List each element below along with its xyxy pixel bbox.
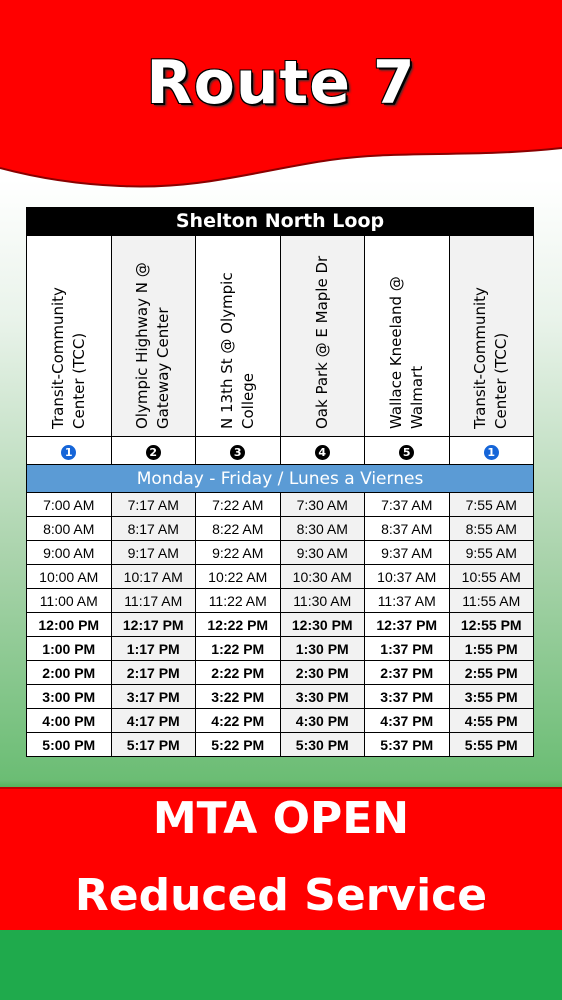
stop-number-badge: 3: [230, 445, 245, 460]
time-cell: 9:17 AM: [111, 541, 196, 565]
schedule-row: [27, 661, 534, 685]
time-cell: 11:00 AM: [27, 589, 112, 613]
stop-number-badge: 1: [61, 445, 76, 460]
stop-header: [111, 236, 196, 437]
stop-header: [27, 236, 112, 437]
stop-name: Transit-Community Center (TCC): [471, 287, 511, 429]
time-cell: 2:30 PM: [280, 661, 365, 685]
time-cell: 9:37 AM: [365, 541, 450, 565]
time-cell: 5:30 PM: [280, 733, 365, 757]
stop-number-cell: [449, 437, 534, 465]
time-cell: 5:22 PM: [196, 733, 281, 757]
time-cell: 12:00 PM: [27, 613, 112, 637]
stop-number-cell: [111, 437, 196, 465]
time-cell: 7:17 AM: [111, 493, 196, 517]
stop-number-badge: 4: [315, 445, 330, 460]
time-cell: 4:22 PM: [196, 709, 281, 733]
time-cell: 4:30 PM: [280, 709, 365, 733]
time-cell: 9:30 AM: [280, 541, 365, 565]
schedule-row: [27, 517, 534, 541]
status-line-open: MTA OPEN: [152, 793, 410, 844]
stop-name: Oak Park @ E Maple Dr: [312, 255, 331, 429]
time-cell: 12:30 PM: [280, 613, 365, 637]
time-cell: 7:22 AM: [196, 493, 281, 517]
time-cell: 10:37 AM: [365, 565, 450, 589]
time-cell: 4:00 PM: [27, 709, 112, 733]
time-cell: 2:17 PM: [111, 661, 196, 685]
schedule-row: [27, 685, 534, 709]
time-cell: 9:55 AM: [449, 541, 534, 565]
time-cell: 5:17 PM: [111, 733, 196, 757]
time-cell: 12:22 PM: [196, 613, 281, 637]
time-cell: 7:00 AM: [27, 493, 112, 517]
time-cell: 2:00 PM: [27, 661, 112, 685]
time-cell: 11:17 AM: [111, 589, 196, 613]
route-name: Shelton North Loop: [27, 208, 534, 236]
time-cell: 3:30 PM: [280, 685, 365, 709]
stop-number-cell: [365, 437, 450, 465]
schedule-row: [27, 493, 534, 517]
time-cell: 8:55 AM: [449, 517, 534, 541]
time-cell: 7:55 AM: [449, 493, 534, 517]
status-line-reduced: Reduced Service: [74, 870, 488, 921]
schedule-row: [27, 565, 534, 589]
time-cell: 4:37 PM: [365, 709, 450, 733]
stop-header: [196, 236, 281, 437]
time-cell: 8:17 AM: [111, 517, 196, 541]
time-cell: 1:37 PM: [365, 637, 450, 661]
time-cell: 11:30 AM: [280, 589, 365, 613]
stop-number-badge: 1: [484, 445, 499, 460]
time-cell: 2:22 PM: [196, 661, 281, 685]
time-cell: 11:22 AM: [196, 589, 281, 613]
schedule-row: [27, 541, 534, 565]
time-cell: 8:30 AM: [280, 517, 365, 541]
service-day-label: Monday - Friday / Lunes a Viernes: [27, 465, 534, 493]
time-cell: 11:55 AM: [449, 589, 534, 613]
time-cell: 9:00 AM: [27, 541, 112, 565]
time-cell: 1:30 PM: [280, 637, 365, 661]
time-cell: 8:22 AM: [196, 517, 281, 541]
time-cell: 12:37 PM: [365, 613, 450, 637]
time-cell: 2:55 PM: [449, 661, 534, 685]
time-cell: 10:17 AM: [111, 565, 196, 589]
time-cell: 10:22 AM: [196, 565, 281, 589]
time-cell: 12:17 PM: [111, 613, 196, 637]
schedule-row: [27, 709, 534, 733]
time-cell: 4:55 PM: [449, 709, 534, 733]
time-cell: 8:00 AM: [27, 517, 112, 541]
stop-number-badge: 5: [399, 445, 414, 460]
stop-header: [449, 236, 534, 437]
time-cell: 10:00 AM: [27, 565, 112, 589]
time-cell: 4:17 PM: [111, 709, 196, 733]
schedule-row: [27, 637, 534, 661]
time-cell: 5:55 PM: [449, 733, 534, 757]
time-cell: 7:30 AM: [280, 493, 365, 517]
schedule-row: [27, 589, 534, 613]
time-cell: 1:22 PM: [196, 637, 281, 661]
footer-green-band: [0, 930, 562, 1000]
time-cell: 7:37 AM: [365, 493, 450, 517]
schedule-table: [26, 207, 534, 757]
time-cell: 1:17 PM: [111, 637, 196, 661]
time-cell: 3:37 PM: [365, 685, 450, 709]
time-cell: 3:55 PM: [449, 685, 534, 709]
time-cell: 1:55 PM: [449, 637, 534, 661]
stop-number-cell: [280, 437, 365, 465]
time-cell: 3:22 PM: [196, 685, 281, 709]
stop-name: Olympic Highway N @ Gateway Center: [133, 262, 173, 429]
time-cell: 9:22 AM: [196, 541, 281, 565]
stop-name: Wallace Kneeland @ Walmart: [386, 276, 426, 429]
time-cell: 5:37 PM: [365, 733, 450, 757]
time-cell: 3:17 PM: [111, 685, 196, 709]
time-cell: 10:55 AM: [449, 565, 534, 589]
time-cell: 3:00 PM: [27, 685, 112, 709]
stop-header: [280, 236, 365, 437]
time-cell: 8:37 AM: [365, 517, 450, 541]
stop-name: N 13th St @ Olympic College: [217, 272, 257, 429]
stop-number-badge: 2: [146, 445, 161, 460]
stop-number-cell: [27, 437, 112, 465]
time-cell: 10:30 AM: [280, 565, 365, 589]
time-cell: 5:00 PM: [27, 733, 112, 757]
time-cell: 2:37 PM: [365, 661, 450, 685]
time-cell: 12:55 PM: [449, 613, 534, 637]
stop-name: Transit-Community Center (TCC): [48, 287, 88, 429]
time-cell: 1:00 PM: [27, 637, 112, 661]
page-title: Route 7: [146, 48, 416, 118]
schedule-row: [27, 733, 534, 757]
stop-header: [365, 236, 450, 437]
schedule-row: [27, 613, 534, 637]
stop-number-cell: [196, 437, 281, 465]
time-cell: 11:37 AM: [365, 589, 450, 613]
